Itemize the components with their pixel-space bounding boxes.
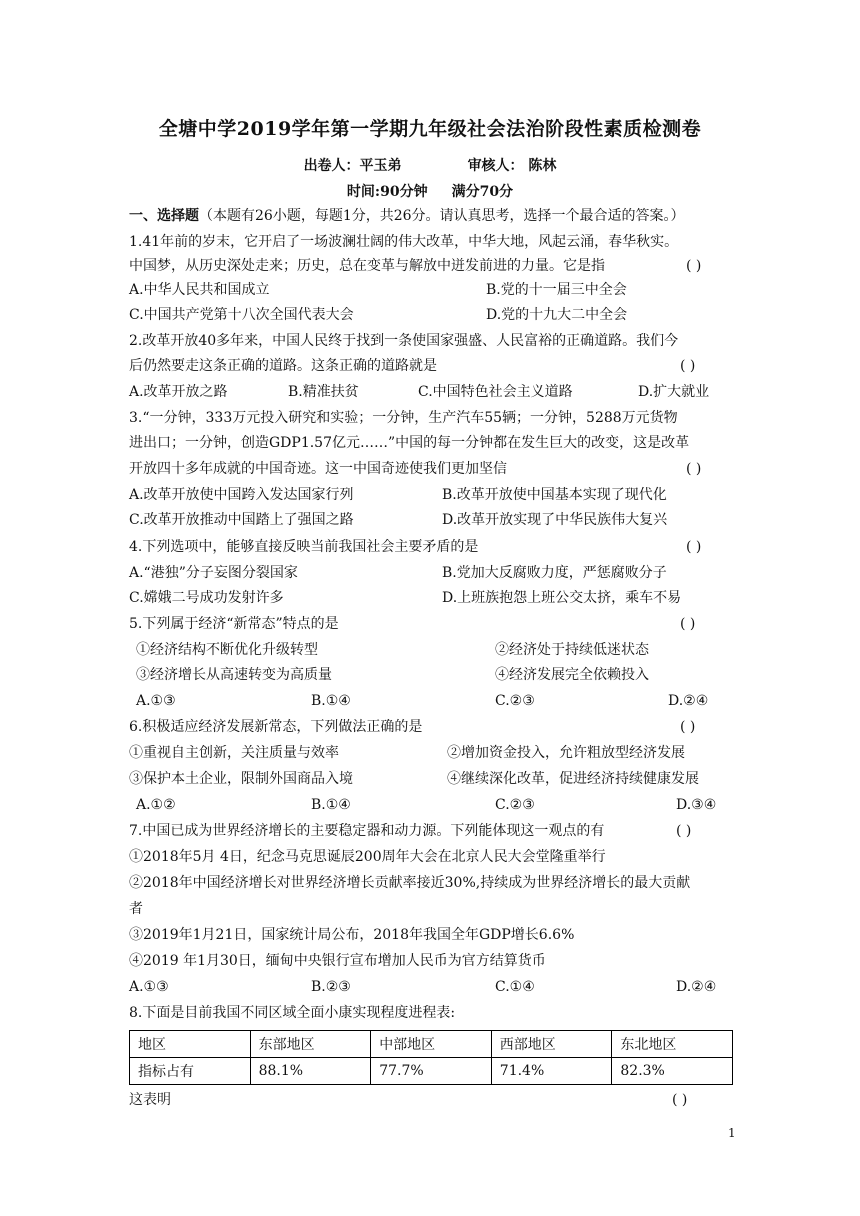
q3-option-d: D.改革开放实现了中华民族伟大复兴: [442, 512, 668, 528]
q1-option-d: D.党的十九大二中全会: [486, 307, 628, 323]
table-cell: 88.1%: [250, 1058, 371, 1085]
q1-option-c: C.中国共产党第十八次全国代表大会: [129, 307, 354, 323]
q2-option-c: C.中国特色社会主义道路: [418, 384, 573, 400]
answer-blank: ( ): [680, 719, 696, 735]
reviewer: 审核人： 陈林: [467, 158, 557, 174]
table-row: [130, 1031, 733, 1058]
table-cell: 71.4%: [491, 1058, 612, 1085]
q7-statement-1: ①2018年5月 4日，纪念马克思诞辰200周年大会在北京人民大会堂隆重举行: [129, 849, 606, 865]
q6-option-c: C.②③: [495, 797, 535, 813]
answer-blank: ( ): [686, 539, 702, 555]
q7-statement-2-cont: 者: [129, 901, 143, 917]
table-cell: 指标占有: [130, 1058, 251, 1085]
q7-option-c: C.①④: [495, 979, 535, 995]
q1-option-b: B.党的十一届三中全会: [486, 282, 627, 298]
q2-line1: 2.改革开放40多年来，中国人民终于找到一条使国家强盛、人民富裕的正确道路。我们今: [129, 333, 679, 349]
q3-line2: 进出口；一分钟，创造GDP1.57亿元……”中国的每一分钟都在发生巨大的改变，这是改革: [129, 435, 690, 451]
table-cell: 77.7%: [371, 1058, 492, 1085]
table-cell: 东北地区: [612, 1031, 733, 1058]
q1-line1: 1.41年前的岁末，它开启了一场波澜壮阔的伟大改革，中华大地，风起云涌，春华秋实。: [129, 234, 679, 250]
q3-line3: 开放四十多年成就的中国奇迹。这一中国奇迹使我们更加坚信: [129, 461, 507, 477]
q5-option-c: C.②③: [495, 693, 535, 709]
section-heading: 一、选择题（本题有26小题，每题1分，共26分。请认真思考，选择一个最合适的答案。）: [129, 208, 685, 224]
q4-option-b: B.党加大反腐败力度，严惩腐败分子: [442, 565, 667, 581]
q2-option-a: A.改革开放之路: [129, 384, 228, 400]
q3-line1: 3.“一分钟，333万元投入研究和实验；一分钟，生产汽车55辆；一分钟，5288万元货物: [129, 410, 678, 426]
q4-option-c: C.嫦娥二号成功发射许多: [129, 590, 284, 606]
q6-statement-2: ②增加资金投入，允许粗放型经济发展: [447, 745, 685, 761]
q3-option-c: C.改革开放推动中国踏上了强国之路: [129, 512, 354, 528]
q5-statement-4: ④经济发展完全依赖投入: [495, 667, 649, 683]
answer-blank: ( ): [686, 461, 702, 477]
q5-option-a: A.①③: [136, 693, 176, 709]
q6-statement-3: ③保护本土企业，限制外国商品入境: [129, 771, 353, 787]
q4-line1: 4.下列选项中，能够直接反映当前我国社会主要矛盾的是: [129, 539, 479, 555]
table-cell: 中部地区: [371, 1031, 492, 1058]
table-cell: 地区: [130, 1031, 251, 1058]
q8-line2: 这表明: [129, 1092, 171, 1108]
exam-title: 全塘中学2019学年第一学期九年级社会法治阶段性素质检测卷: [158, 118, 702, 140]
q6-statement-4: ④继续深化改革，促进经济持续健康发展: [447, 771, 699, 787]
q6-line1: 6.积极适应经济发展新常态，下列做法正确的是: [129, 719, 423, 735]
q6-option-a: A.①②: [136, 797, 176, 813]
q5-line1: 5.下列属于经济“新常态”特点的是: [129, 616, 339, 632]
q2-line2: 后仍然要走这条正确的道路。这条正确的道路就是: [129, 358, 437, 374]
author: 出卷人：平玉弟: [303, 158, 402, 174]
q6-option-d: D.③④: [676, 797, 717, 813]
page-number: 1: [728, 1126, 736, 1140]
exam-time: 时间:90分钟: [346, 184, 428, 200]
exam-meta: [0, 182, 860, 202]
q7-line1: 7.中国已成为世界经济增长的主要稳定器和动力源。下列能体现这一观点的有: [129, 823, 605, 839]
q7-option-d: D.②④: [676, 979, 717, 995]
exam-staff: [0, 156, 860, 176]
q3-option-a: A.改革开放使中国跨入发达国家行列: [129, 487, 354, 503]
table-row: [130, 1058, 733, 1085]
q5-statement-2: ②经济处于持续低迷状态: [495, 642, 649, 658]
table-cell: 东部地区: [250, 1031, 371, 1058]
answer-blank: ( ): [686, 258, 702, 274]
q7-option-b: B.②③: [311, 979, 351, 995]
q6-option-b: B.①④: [311, 797, 351, 813]
q5-statement-3: ③经济增长从高速转变为高质量: [136, 667, 332, 683]
q7-statement-4: ④2019 年1月30日，缅甸中央银行宣布增加人民币为官方结算货币: [129, 953, 546, 969]
q8-line1: 8.下面是目前我国不同区域全面小康实现程度进程表:: [129, 1005, 456, 1021]
table-cell: 西部地区: [491, 1031, 612, 1058]
answer-blank: ( ): [676, 823, 692, 839]
answer-blank: ( ): [680, 358, 696, 374]
q7-statement-2: ②2018年中国经济增长对世界经济增长贡献率接近30%,持续成为世界经济增长的最大贡献: [129, 875, 691, 891]
progress-table: [129, 1030, 733, 1085]
q4-option-d: D.上班族抱怨上班公交太挤，乘车不易: [442, 590, 682, 606]
q1-line2: 中国梦，从历史深处走来；历史，总在变革与解放中迸发前进的力量。它是指: [129, 258, 605, 274]
q2-option-d: D.扩大就业: [638, 384, 710, 400]
q5-option-b: B.①④: [311, 693, 351, 709]
q5-statement-1: ①经济结构不断优化升级转型: [136, 642, 318, 658]
answer-blank: ( ): [672, 1092, 688, 1108]
q2-option-b: B.精准扶贫: [288, 384, 359, 400]
q3-option-b: B.改革开放使中国基本实现了现代化: [442, 487, 667, 503]
q7-option-a: A.①③: [129, 979, 169, 995]
q4-option-a: A.“港独”分子妄图分裂国家: [129, 565, 298, 581]
q5-option-d: D.②④: [668, 693, 709, 709]
q7-statement-3: ③2019年1月21日，国家统计局公布，2018年我国全年GDP增长6.6%: [129, 927, 575, 943]
q6-statement-1: ①重视自主创新，关注质量与效率: [129, 745, 339, 761]
answer-blank: ( ): [680, 616, 696, 632]
exam-score: 满分70分: [451, 184, 514, 200]
q1-option-a: A.中华人民共和国成立: [129, 282, 270, 298]
table-cell: 82.3%: [612, 1058, 733, 1085]
